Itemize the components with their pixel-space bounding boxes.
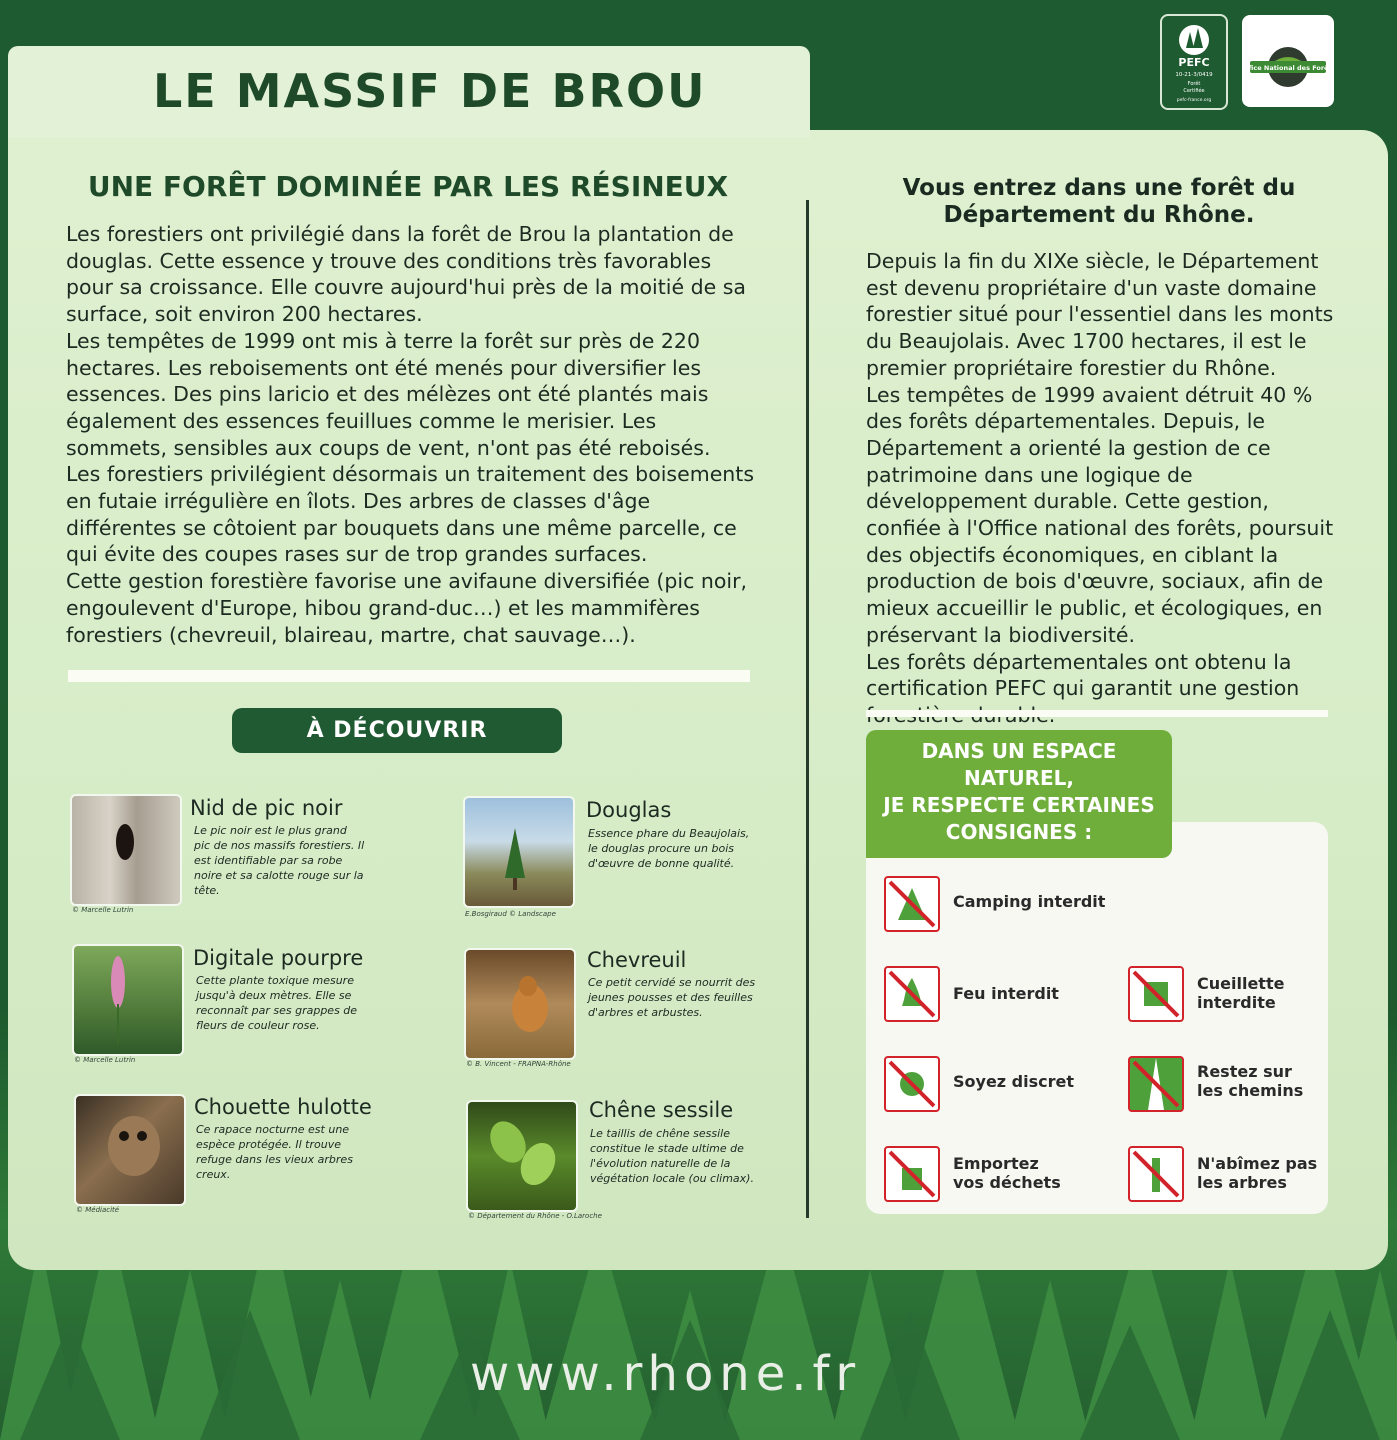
- item-title: Chêne sessile: [589, 1098, 734, 1122]
- woodpecker-nest-photo: [72, 796, 180, 904]
- right-heading: Vous entrez dans une forêt du Département du Rhône.: [902, 175, 1296, 228]
- left-heading: UNE FORÊT DOMINÉE PAR LES RÉSINEUX: [87, 170, 729, 203]
- left-paragraph: Les forestiers privilégient désormais un traitement des boisements en futaie irrégulière en îlots. Des arbres de classes d'âge différentes se côtoient par bouquets dans une même parcelle, ce qui évite des coupes rases sur de trop grandes surfaces.: [66, 462, 755, 567]
- photo-credit: © Marcelle Lutrin: [74, 1056, 136, 1064]
- pefc-line1: Forêt: [1187, 81, 1201, 87]
- item-description: Cette plante toxique mesure jusqu'à deux mètres. Elle se reconnaît par ses grappes de fleurs de couleur rose.: [196, 974, 358, 1032]
- douglas-photo: [465, 798, 573, 906]
- discover-banner: À DÉCOUVRIR: [232, 708, 562, 753]
- sessile-oak-photo: [468, 1102, 576, 1210]
- onf-globe-icon: [1242, 15, 1334, 107]
- pefc-logo: [1160, 14, 1228, 110]
- website-url: www.rhone.fr: [470, 1346, 862, 1402]
- photo-credit: © Département du Rhône - O.Laroche: [468, 1212, 602, 1220]
- foxglove-photo: [74, 946, 182, 1054]
- photo-credit: © Médiacité: [76, 1206, 120, 1214]
- item-description: Ce petit cervidé se nourrit des jeunes pousses et des feuilles d'arbres et arbustes.: [588, 976, 756, 1019]
- left-text: [66, 221, 756, 648]
- rules-heading-line: CONSIGNES :: [945, 820, 1093, 844]
- item-title: Chevreuil: [587, 948, 687, 972]
- item-title: Chouette hulotte: [194, 1095, 372, 1119]
- rule-label: Camping interdit: [953, 892, 1106, 911]
- sign-title: LE MASSIF DE BROU: [153, 64, 707, 118]
- pefc-code: 10-21-3/0419: [1175, 72, 1213, 78]
- left-rule: [68, 670, 750, 682]
- rule-label: Emportez vos déchets: [953, 1154, 1061, 1192]
- no-fire-icon: [884, 966, 940, 1022]
- title-tab: [8, 46, 810, 138]
- rule-label: Soyez discret: [953, 1072, 1075, 1091]
- roe-deer-photo: [466, 950, 574, 1058]
- right-paragraph: Depuis la fin du XIXe siècle, le Département est devenu propriétaire d'un vaste domaine forestier situé pour l'essentiel dans les monts du Beaujolais. Avec 1700 hectares, il est le premier propriétaire forestier du Rhône.: [866, 249, 1334, 380]
- item-description: Essence phare du Beaujolais, le douglas procure un bois d'œuvre de bonne qualité.: [588, 827, 750, 870]
- rules-heading: [866, 730, 1172, 858]
- item-title: Douglas: [586, 798, 672, 822]
- right-paragraph: Les tempêtes de 1999 avaient détruit 40 % des forêts départementales. Depuis, le Département a orienté la gestion de ce patrimoine dans une logique de développement durable. Cette gestion, confiée à l'Office national des forêts, poursuit des objectifs économiques, en ciblant la production de bois d'œuvre, sociaux, afin de mieux accueillir le public, et écologiques, en préservant la biodiversité.: [866, 382, 1334, 647]
- pefc-tree-icon: [1162, 16, 1226, 108]
- no-camping-icon: [884, 876, 940, 932]
- rules-heading-line: DANS UN ESPACE: [921, 739, 1117, 763]
- left-paragraph: Les forestiers ont privilégié dans la forêt de Brou la plantation de douglas. Cette essence y trouve des conditions très favorables pour sa croissance. Elle couvre aujourd'hui près de la moitié de sa surface, soit environ 200 hectares.: [66, 222, 746, 327]
- rule-label: N'abîmez pas les arbres: [1197, 1154, 1318, 1192]
- pefc-line3: pefc-france.org: [1176, 98, 1212, 103]
- rule-label: Feu interdit: [953, 984, 1059, 1003]
- right-rule: [866, 710, 1328, 717]
- right-text: [866, 248, 1336, 729]
- rule-label: Restez sur les chemins: [1197, 1062, 1304, 1100]
- photo-credit: E.Bosgiraud © Landscape: [465, 910, 556, 918]
- pefc-name: PEFC: [1178, 56, 1210, 69]
- no-litter-icon: [884, 1146, 940, 1202]
- no-picking-icon: [1128, 966, 1184, 1022]
- onf-logo: [1242, 15, 1334, 107]
- item-description: Le pic noir est le plus grand pic de nos massifs forestiers. Il est identifiable par sa robe noire et sa calotte rouge sur la tête.: [194, 824, 365, 897]
- column-divider: [806, 200, 809, 1218]
- photo-credit: © B. Vincent - FRAPNA-Rhône: [466, 1060, 571, 1068]
- rules-heading-line: NATUREL,: [964, 766, 1074, 790]
- left-paragraph: Cette gestion forestière favorise une avifaune diversifiée (pic noir, engoulevent d'Europe, hibou grand-duc…) et les mammifères forestiers (chevreuil, blaireau, martre, chat sauvage…).: [66, 569, 748, 647]
- tawny-owl-photo: [76, 1096, 184, 1204]
- item-title: Nid de pic noir: [190, 796, 343, 820]
- rule-label: Cueillette interdite: [1197, 974, 1285, 1012]
- stay-on-path-icon: [1128, 1056, 1184, 1112]
- pefc-line2: Certifiée: [1183, 88, 1205, 94]
- item-description: Ce rapace nocturne est une espèce protégée. Il trouve refuge dans les vieux arbres creux.: [196, 1123, 353, 1181]
- no-damage-trees-icon: [1128, 1146, 1184, 1202]
- onf-name: Office National des Forêts: [1242, 64, 1334, 72]
- rules-heading-line: JE RESPECTE CERTAINES: [883, 793, 1155, 817]
- no-noise-icon: [884, 1056, 940, 1112]
- item-description: Le taillis de chêne sessile constitue le stade ultime de l'évolution naturelle de la végétation locale (ou climax).: [590, 1127, 754, 1185]
- photo-credit: © Marcelle Lutrin: [72, 906, 134, 914]
- item-title: Digitale pourpre: [193, 946, 364, 970]
- right-paragraph: Les forêts départementales ont obtenu la certification PEFC qui garantit une gestion: [866, 649, 1300, 701]
- left-paragraph: Les tempêtes de 1999 ont mis à terre la forêt sur près de 220 hectares. Les reboisements ont été menés pour diversifier les essences. Des pins laricio et des mélèzes ont été plantés mais également des essences feuillues comme le merisier. Les sommets, sensibles aux coups de vent, n'ont pas été reboisés.: [66, 328, 711, 460]
